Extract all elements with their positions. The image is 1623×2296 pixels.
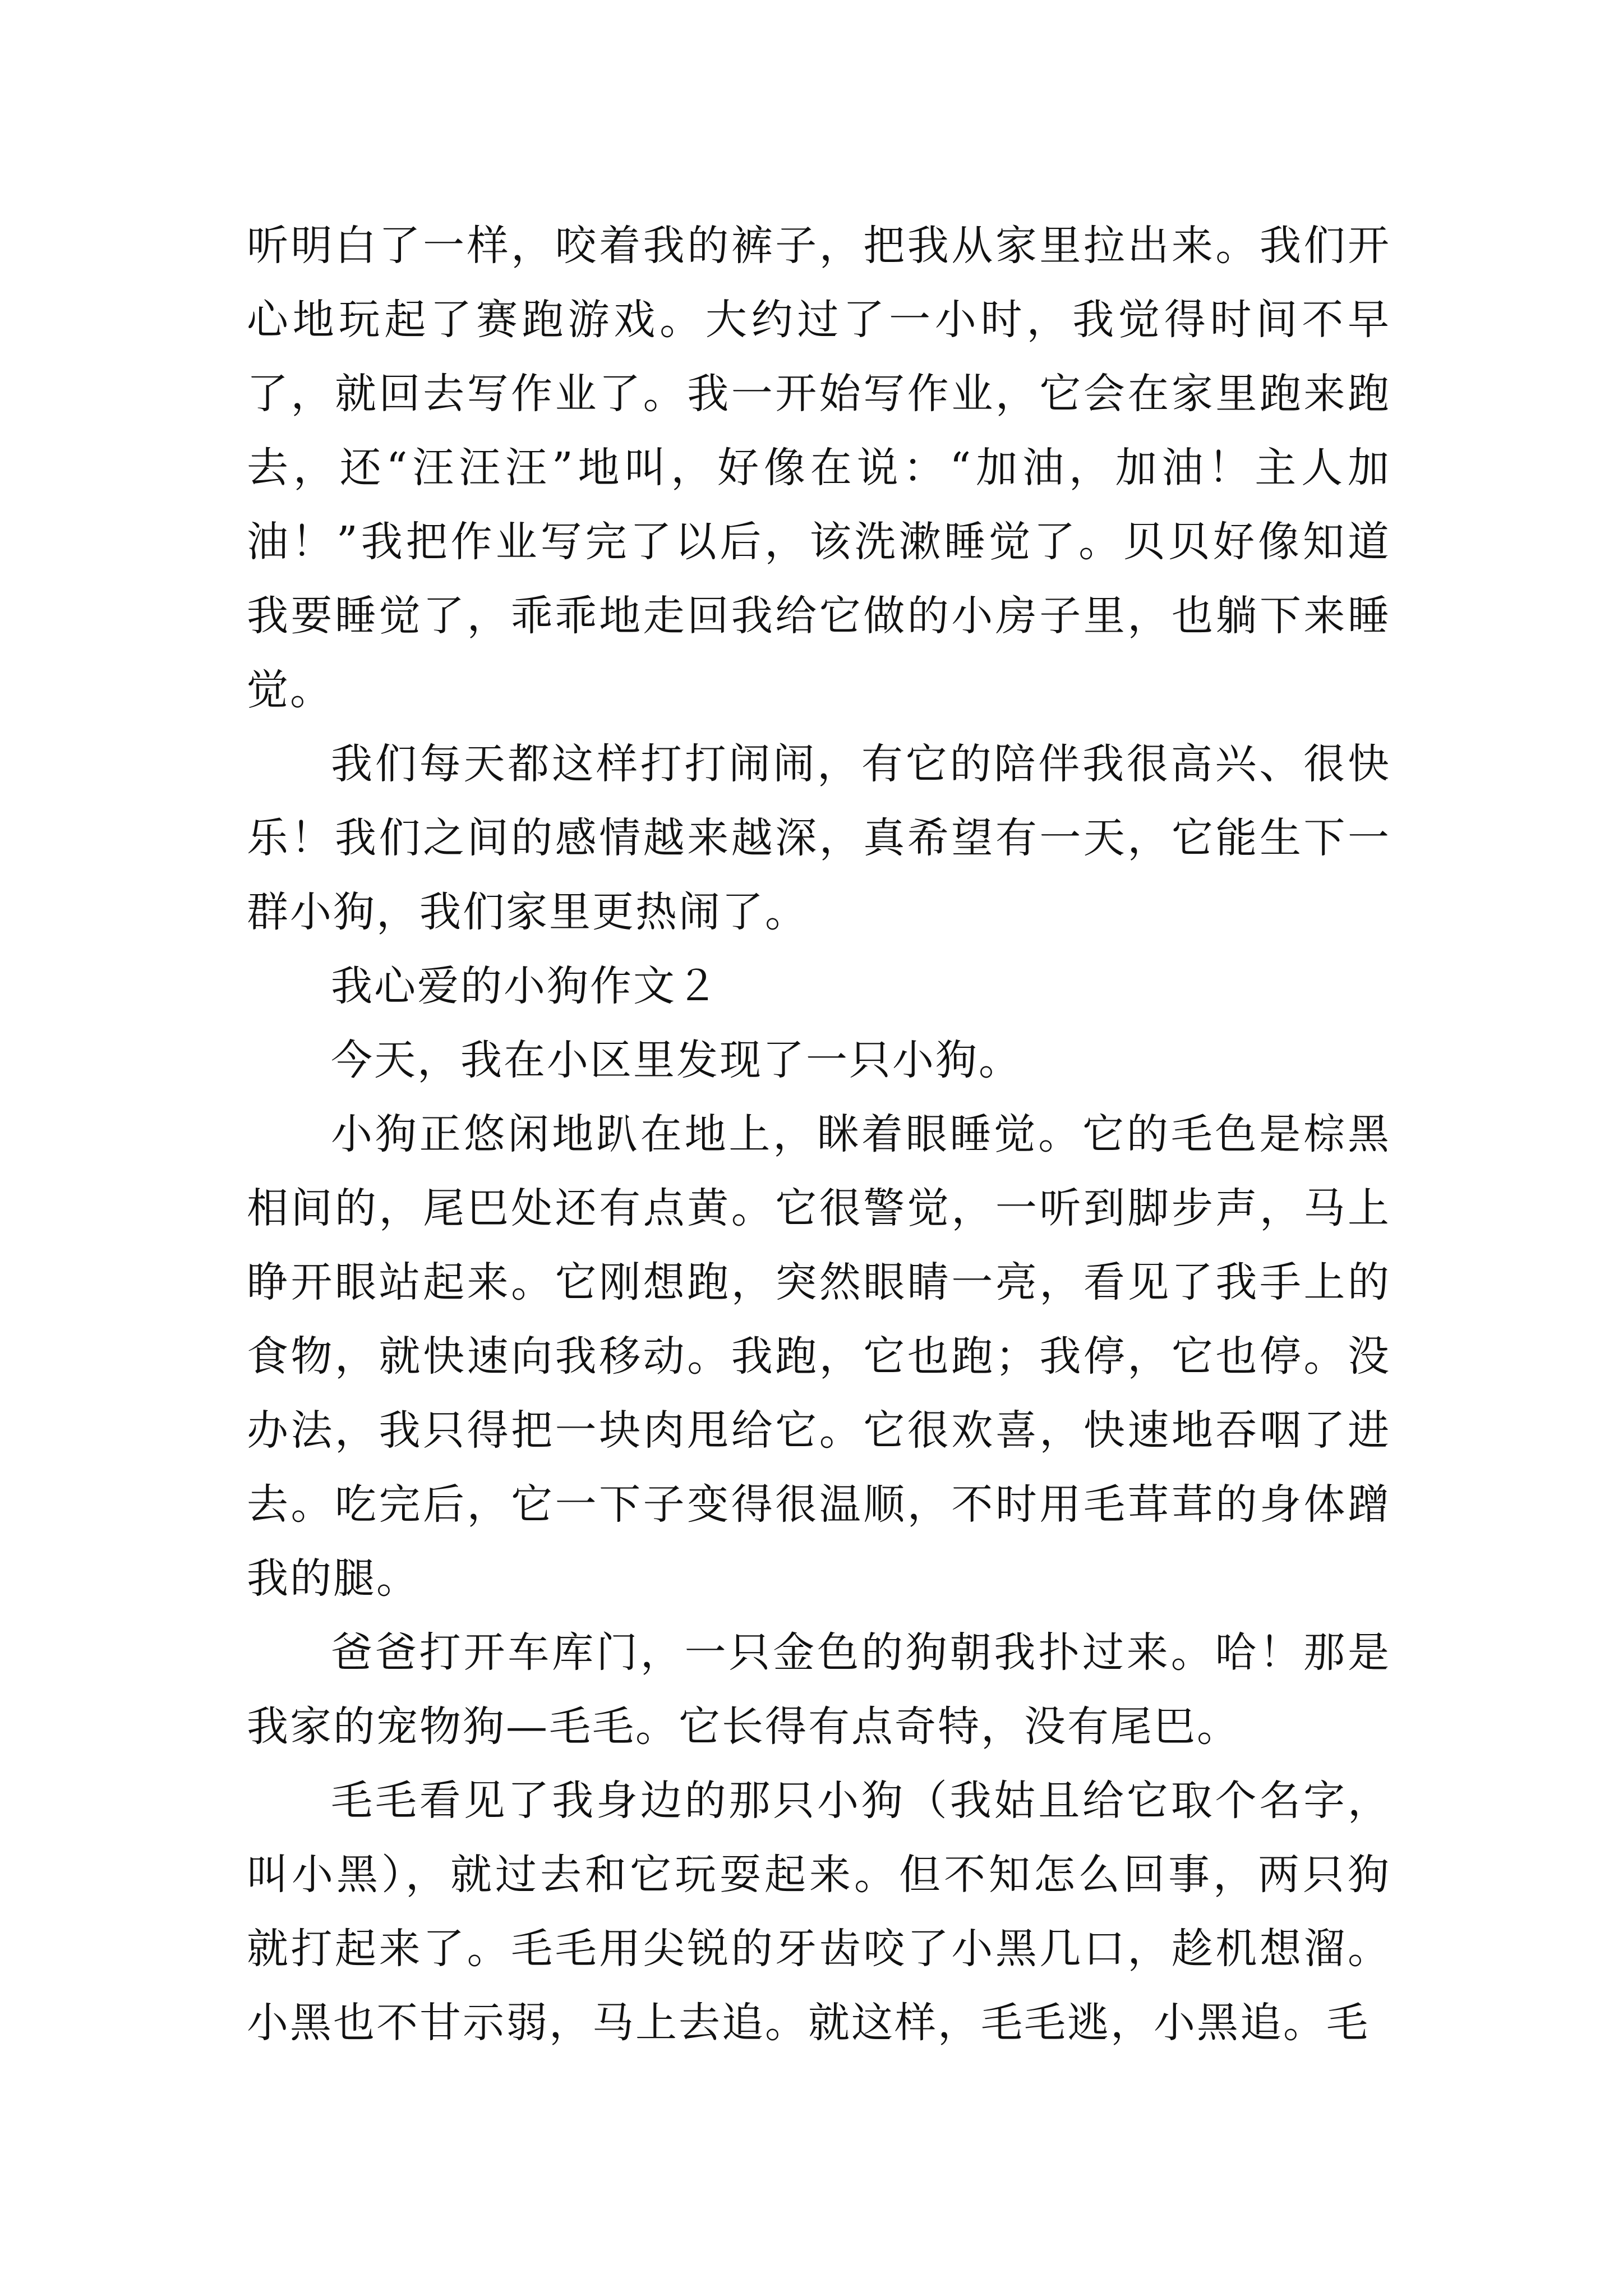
paragraph: 我们每天都这样打打闹闹，有它的陪伴我很高兴、很快乐！我们之间的感情越来越深，真希望有一天，它能生下一群小狗，我们家里更热闹了。 [247,740,1391,936]
paragraph: 今天，我在小区里发现了一只小狗。 [331,1036,1022,1084]
paragraph: 爸爸打开车库门，一只金色的狗朝我扑过来。哈！那是我家的宠物狗—毛毛。它长得有点奇特，没有尾巴。 [247,1628,1391,1751]
essay-title: 我心爱的小狗作文２ [331,962,720,1010]
paragraph: 毛毛看见了我身边的那只小狗（我姑且给它取个名字，叫小黑），就过去和它玩耍起来。但不知怎么回事，两只狗就打起来了。毛毛用尖锐的牙齿咬了小黑几口，趁机想溜。小黑也不甘示弱，马上去追。就这样，毛毛逃，小黑追。毛 [247,1777,1391,2047]
document-body [247,209,1391,2060]
paragraph: 小狗正悠闲地趴在地上，眯着眼睡觉。它的毛色是棕黑相间的，尾巴处还有点黄。它很警觉，一听到脚步声，马上睁开眼站起来。它刚想跑，突然眼睛一亮，看见了我手上的食物，就快速向我移动。我跑，它也跑；我停，它也停。没办法，我只得把一块肉甩给它。它很欢喜，快速地吞咽了进去。吃完后，它一下子变得很温顺，不时用毛茸茸的身体蹭我的腿。 [247,1110,1391,1603]
paragraph-continuation: 听明白了一样，咬着我的裤子，把我从家里拉出来。我们开心地玩起了赛跑游戏。大约过了一小时，我觉得时间不早了，就回去写作业了。我一开始写作业，它会在家里跑来跑去，还“汪汪汪”地叫，好像在说：“加油，加油！主人加油！”我把作业写完了以后，该洗漱睡觉了。贝贝好像知道我要睡觉了，乖乖地走回我给它做的小房子里，也躺下来睡觉。 [247,222,1391,714]
